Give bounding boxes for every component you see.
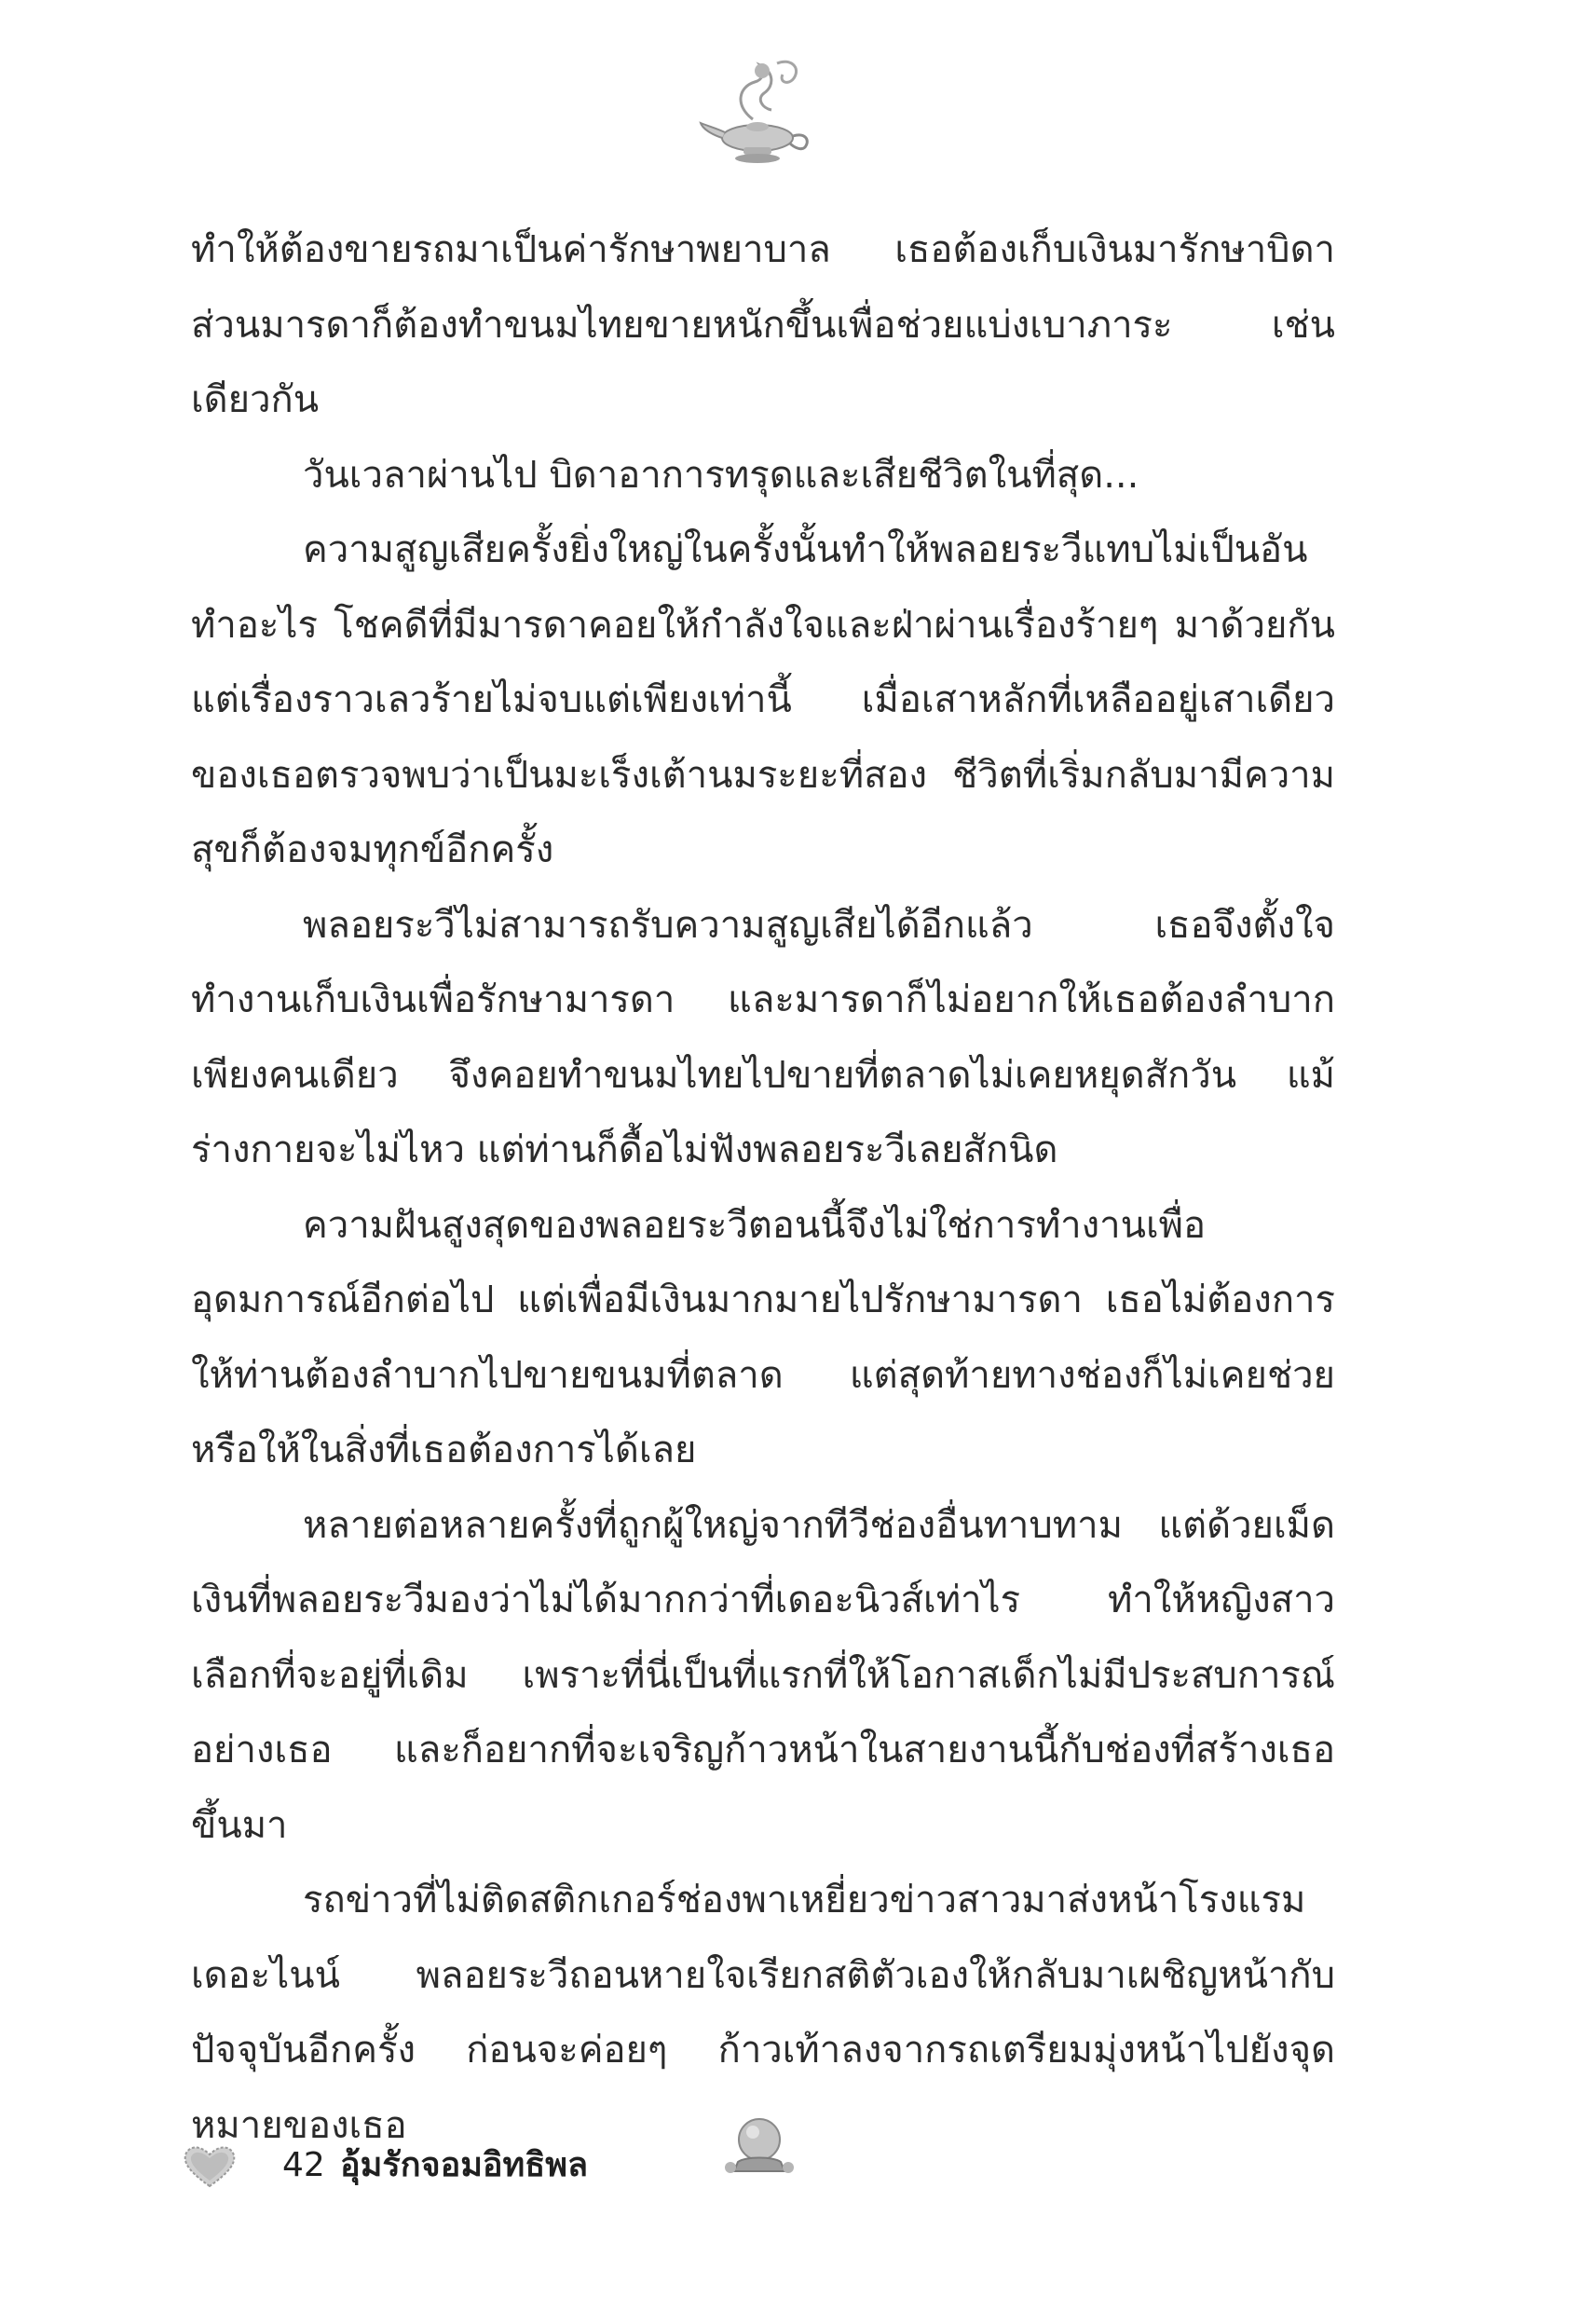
page-number: 42 bbox=[282, 2146, 325, 2184]
paragraph-3: ความสูญเสียครั้งยิ่งใหญ่ในครั้งนั้นทำให้พลอยระวีแทบไม่เป็นอันทำอะไร โชคดีที่มีมารดาคอยให้กำลังใจและฝ่าผ่านเรื่องร้ายๆ มาด้วยกัน แต่เรื่องราวเลวร้ายไม่จบแต่เพียงเท่านี้ เมื่อเสาหลักที่เหลืออยู่เสาเดียวของเธอตรวจพบว่าเป็นมะเร็งเต้านมระยะที่สอง ชีวิตที่เริ่มกลับมามีความสุขก็ต้องจมทุกข์อีกครั้ง bbox=[191, 528, 1335, 871]
paragraph-1: ทำให้ต้องขายรถมาเป็นค่ารักษาพยาบาล เธอต้องเก็บเงินมารักษาบิดา ส่วนมารดาก็ต้องทำขนมไทยขายหนักขึ้นเพื่อช่วยแบ่งเบาภาระ เช่นเดียวกัน bbox=[191, 228, 1335, 421]
paragraph-5: ความฝันสูงสุดของพลอยระวีตอนนี้จึงไม่ใช่การทำงานเพื่ออุดมการณ์อีกต่อไป แต่เพื่อมีเงินมากมายไปรักษามารดา เธอไม่ต้องการให้ท่านต้องลำบากไปขายขนมที่ตลาด แต่สุดท้ายทางช่องก็ไม่เคยช่วยหรือให้ในสิ่งที่เธอต้องการได้เลย bbox=[191, 1203, 1335, 1471]
body-text bbox=[191, 212, 1335, 2163]
book-title: อุ้มรักจอมอิทธิพล bbox=[340, 2146, 589, 2184]
page-footer bbox=[182, 2134, 1020, 2208]
magic-lamp-icon bbox=[697, 54, 818, 166]
paragraph-6: หลายต่อหลายครั้งที่ถูกผู้ใหญ่จากทีวีช่องอื่นทาบทาม แต่ด้วยเม็ดเงินที่พลอยระวีมองว่าไม่ได้มากกว่าที่เดอะนิวส์เท่าไร ทำให้หญิงสาวเลือกที่จะอยู่ที่เดิม เพราะที่นี่เป็นที่แรกที่ให้โอกาสเด็กไม่มีประสบการณ์อย่างเธอ และก็อยากที่จะเจริญก้าวหน้าในสายงานนี้กับช่องที่สร้างเธอขึ้นมา bbox=[191, 1503, 1335, 1847]
crystal-ball-icon bbox=[717, 2113, 801, 2179]
paragraph-7: รถข่าวที่ไม่ติดสติกเกอร์ช่องพาเหยี่ยวข่าวสาวมาส่งหน้าโรงแรมเดอะไนน์ พลอยระวีถอนหายใจเรียกสติตัวเองให้กลับมาเผชิญหน้ากับปัจจุบันอีกครั้ง ก่อนจะค่อยๆ ก้าวเท้าลงจากรถเตรียมมุ่งหน้าไปยังจุดหมายของเธอ bbox=[191, 1879, 1335, 2147]
heart-icon bbox=[182, 2143, 238, 2190]
paragraph-2: วันเวลาผ่านไป บิดาอาการทรุดและเสียชีวิตในที่สุด... bbox=[303, 453, 1139, 497]
paragraph-4: พลอยระวีไม่สามารถรับความสูญเสียได้อีกแล้ว เธอจึงตั้งใจทำงานเก็บเงินเพื่อรักษามารดา และมารดาก็ไม่อยากให้เธอต้องลำบากเพียงคนเดียว จึงคอยทำขนมไทยไปขายที่ตลาดไม่เคยหยุดสักวัน แม้ร่างกายจะไม่ไหว แต่ท่านก็ดื้อไม่ฟังพลอยระวีเลยสักนิด bbox=[191, 903, 1335, 1171]
